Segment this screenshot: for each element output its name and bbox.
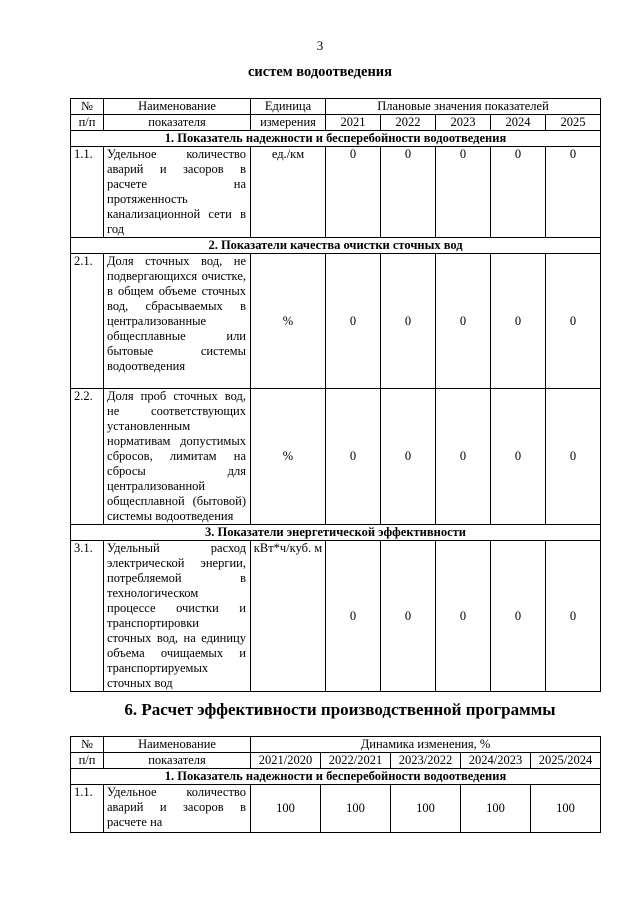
- section-title: 1. Показатель надежности и бесперебойности водоотведения: [71, 131, 601, 147]
- table-row: [71, 389, 601, 525]
- row-name: Доля сточных вод, не подвергающихся очистке, в общем объеме сточных вод, сбрасываемых в централизованные общесплавные или бытовые системы водоотведения: [104, 254, 251, 389]
- row-value: 0: [326, 389, 381, 525]
- period-2024-2023: 2024/2023: [461, 753, 531, 769]
- row-value: 0: [491, 147, 546, 238]
- year-2025: 2025: [546, 115, 601, 131]
- row-value: 0: [326, 254, 381, 389]
- row-value: 0: [546, 389, 601, 525]
- row-value: 100: [461, 785, 531, 833]
- row-name: Удельное количество аварий и засоров в расчете на протяженность канализационной сети в год: [104, 147, 251, 238]
- year-2023: 2023: [436, 115, 491, 131]
- row-value: 0: [326, 541, 381, 692]
- header-name-sub: показателя: [104, 115, 251, 131]
- period-2025-2024: 2025/2024: [531, 753, 601, 769]
- row-value: 0: [436, 541, 491, 692]
- header-dynamics: Динамика изменения, %: [251, 737, 601, 753]
- section-6-heading: 6. Расчет эффективности производственной программы: [124, 700, 556, 719]
- planned-indicators-table: [70, 98, 601, 692]
- row-value: 0: [436, 254, 491, 389]
- row-value: 100: [321, 785, 391, 833]
- header-num: №: [71, 737, 104, 753]
- row-unit: кВт*ч/куб. м: [251, 541, 326, 692]
- period-2022-2021: 2022/2021: [321, 753, 391, 769]
- row-value: 0: [326, 147, 381, 238]
- page-number: 3: [316, 38, 324, 53]
- period-2021-2020: 2021/2020: [251, 753, 321, 769]
- year-2021: 2021: [326, 115, 381, 131]
- row-num: 3.1.: [71, 541, 104, 692]
- header-unit: Единица: [251, 99, 326, 115]
- section-title: 1. Показатель надежности и бесперебойности водоотведения: [71, 769, 601, 785]
- efficiency-table: [70, 736, 601, 833]
- header-name-sub: показателя: [104, 753, 251, 769]
- table-row: [71, 254, 601, 389]
- row-num: 2.2.: [71, 389, 104, 525]
- table-caption-top: систем водоотведения: [247, 64, 393, 80]
- row-value: 0: [381, 389, 436, 525]
- table-row: [71, 541, 601, 692]
- row-num: 2.1.: [71, 254, 104, 389]
- row-value: 0: [436, 147, 491, 238]
- year-2024: 2024: [491, 115, 546, 131]
- row-unit: %: [251, 389, 326, 525]
- section-title: 3. Показатели энергетической эффективности: [71, 525, 601, 541]
- header-name: Наименование: [104, 99, 251, 115]
- year-2022: 2022: [381, 115, 436, 131]
- row-value: 0: [546, 254, 601, 389]
- header-unit-sub: измерения: [251, 115, 326, 131]
- header-name: Наименование: [104, 737, 251, 753]
- row-value: 100: [531, 785, 601, 833]
- header-num: №: [71, 99, 104, 115]
- row-unit: %: [251, 254, 326, 389]
- row-value: 0: [491, 541, 546, 692]
- row-value: 0: [381, 254, 436, 389]
- row-value: 0: [491, 389, 546, 525]
- row-value: 0: [436, 389, 491, 525]
- row-value: 0: [546, 147, 601, 238]
- row-unit: ед./км: [251, 147, 326, 238]
- row-value: 0: [546, 541, 601, 692]
- period-2023-2022: 2023/2022: [391, 753, 461, 769]
- header-num-sub: п/п: [71, 115, 104, 131]
- section-title: 2. Показатели качества очистки сточных вод: [71, 238, 601, 254]
- row-num: 1.1.: [71, 785, 104, 833]
- row-value: 0: [381, 541, 436, 692]
- row-value: 0: [381, 147, 436, 238]
- row-value: 100: [251, 785, 321, 833]
- row-value: 0: [491, 254, 546, 389]
- table-row: [71, 785, 601, 833]
- row-name: Удельный расход электрической энергии, потребляемой в технологическом процессе очистки и транспортировки сточных вод, на единицу объема очищаемых и транспортируемых сточных вод: [104, 541, 251, 692]
- header-plan: Плановые значения показателей: [326, 99, 601, 115]
- row-num: 1.1.: [71, 147, 104, 238]
- row-name: Доля проб сточных вод, не соответствующих установленным нормативам допустимых сбросов, лимитам на сбросы для централизованной общесплавной (бытовой) системы водоотведения: [104, 389, 251, 525]
- table-row: [71, 147, 601, 238]
- row-value: 100: [391, 785, 461, 833]
- header-num-sub: п/п: [71, 753, 104, 769]
- row-name: Удельное количество аварий и засоров в расчете на: [104, 785, 251, 833]
